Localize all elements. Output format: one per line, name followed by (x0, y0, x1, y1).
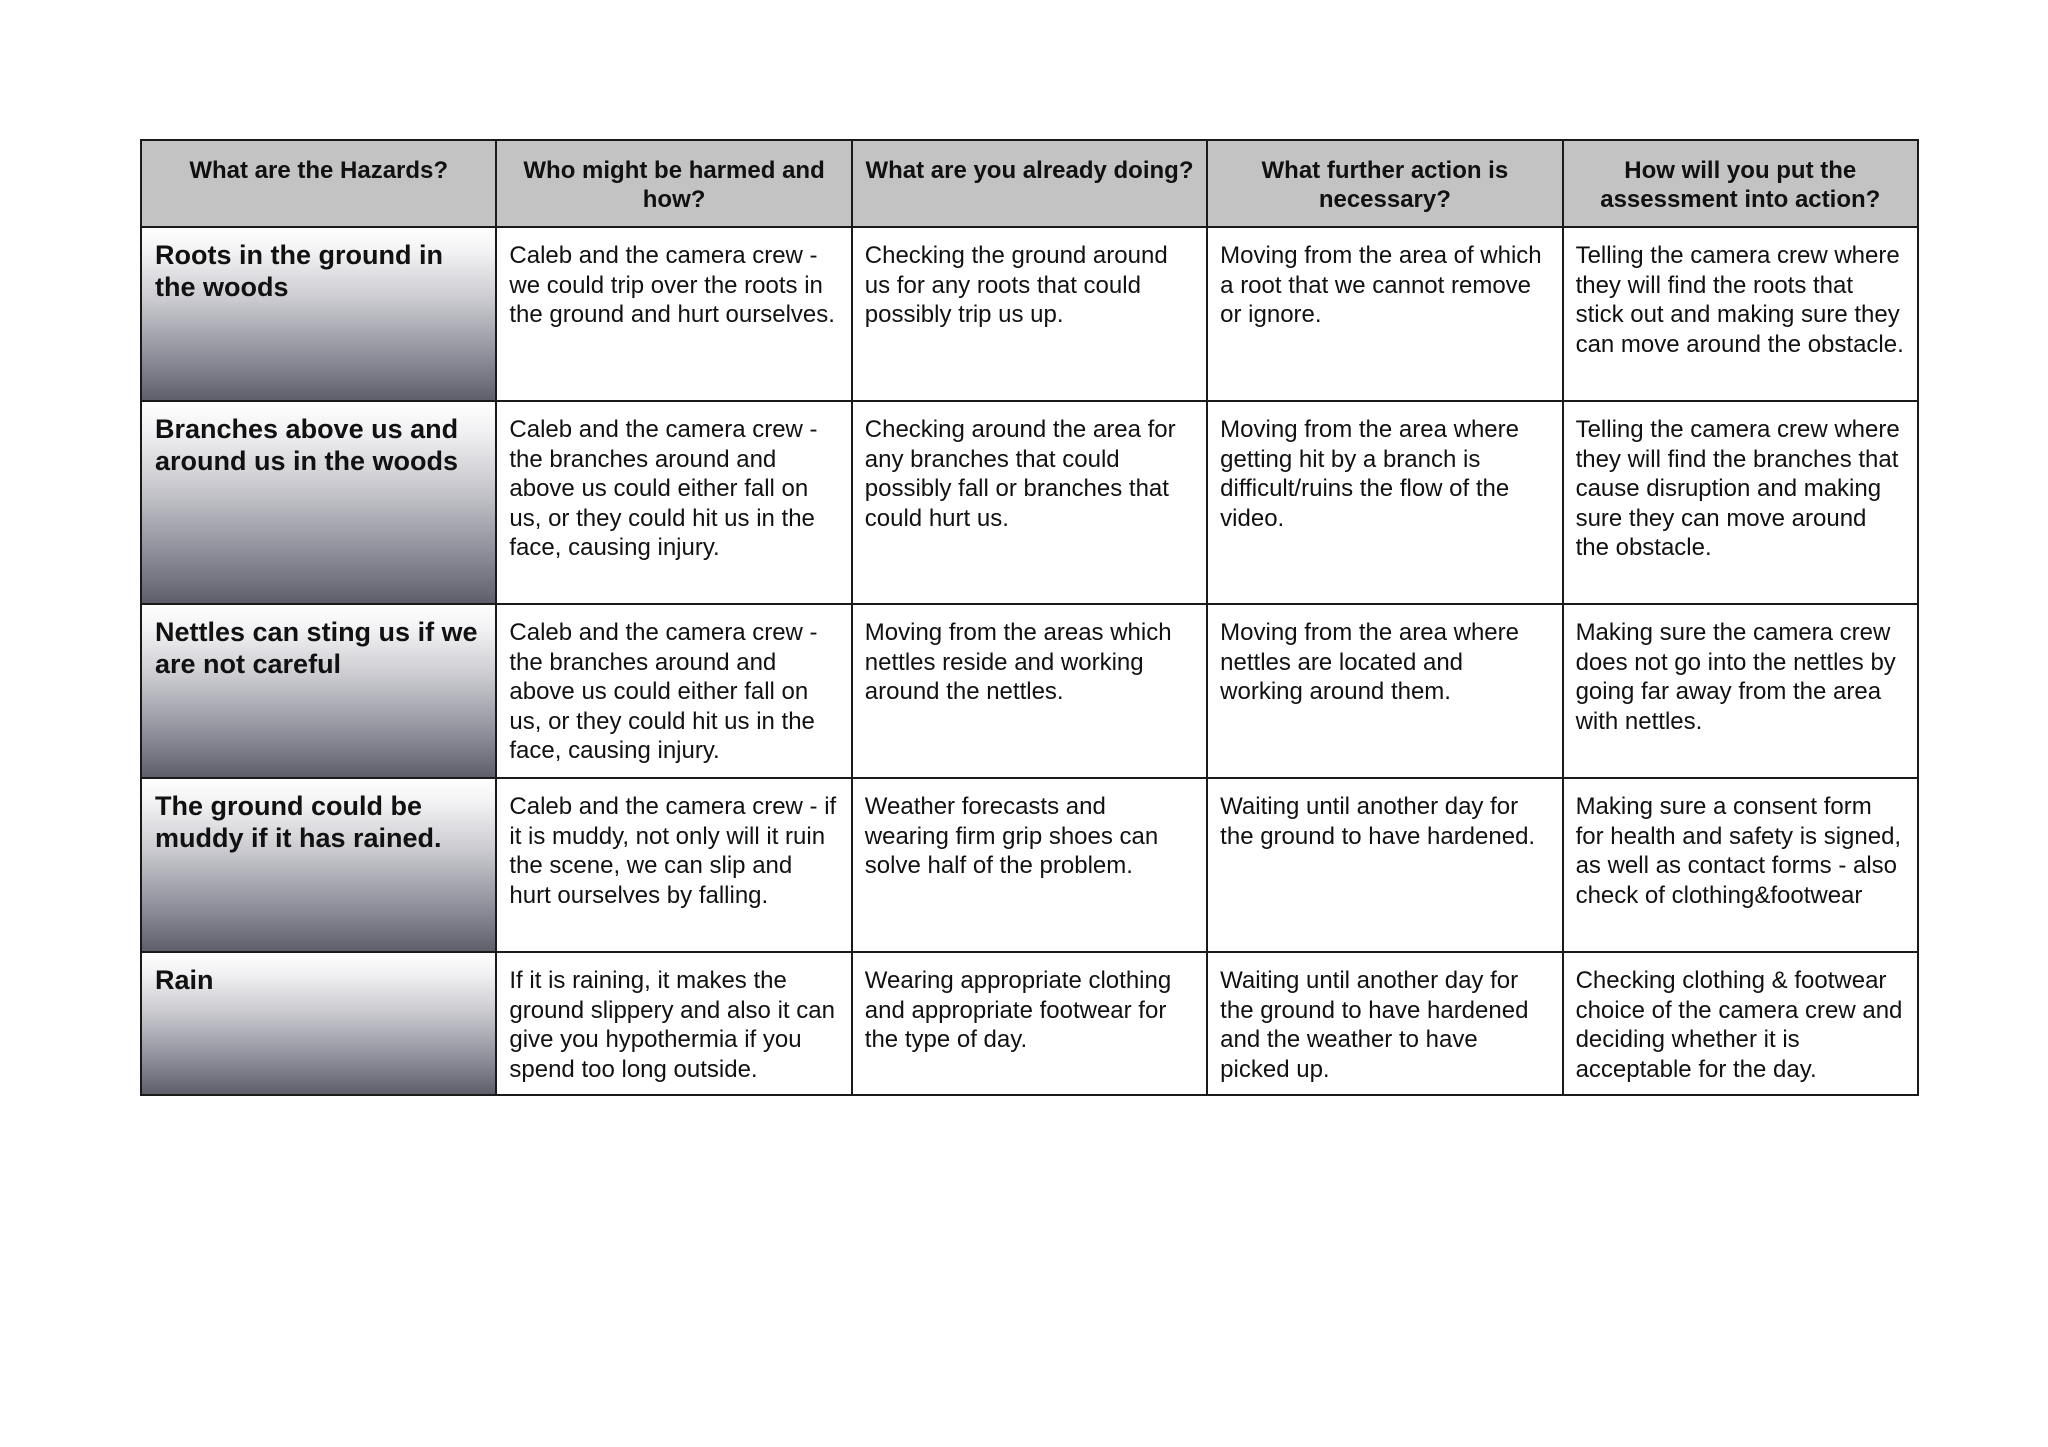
who-harmed-cell: Caleb and the camera crew - if it is muddy, not only will it ruin the scene, we can slip and hurt ourselves by falling. (496, 778, 851, 952)
further-action-cell: Waiting until another day for the ground to have hardened. (1207, 778, 1562, 952)
put-into-action-cell: Making sure a consent form for health and safety is signed, as well as contact forms - also check of clothing&footwear (1563, 778, 1918, 952)
table-row (141, 401, 1918, 604)
who-harmed-cell: Caleb and the camera crew - the branches around and above us could either fall on us, or they could hit us in the face, causing injury. (496, 401, 851, 604)
further-action-cell: Moving from the area where nettles are located and working around them. (1207, 604, 1562, 778)
table-row (141, 604, 1918, 778)
already-doing-cell: Weather forecasts and wearing firm grip shoes can solve half of the problem. (852, 778, 1207, 952)
put-into-action-cell: Telling the camera crew where they will find the branches that cause disruption and making sure they can move around the obstacle. (1563, 401, 1918, 604)
table-row (141, 952, 1918, 1095)
table-row (141, 778, 1918, 952)
header-further-action: What further action is necessary? (1207, 140, 1562, 227)
header-put-into-action: How will you put the assessment into action? (1563, 140, 1918, 227)
risk-assessment-table (140, 139, 1919, 1096)
header-row (141, 140, 1918, 227)
already-doing-cell: Wearing appropriate clothing and appropriate footwear for the type of day. (852, 952, 1207, 1095)
who-harmed-cell: Caleb and the camera crew - we could trip over the roots in the ground and hurt ourselves. (496, 227, 851, 401)
header-who-harmed: Who might be harmed and how? (496, 140, 851, 227)
put-into-action-cell: Checking clothing & footwear choice of the camera crew and deciding whether it is acceptable for the day. (1563, 952, 1918, 1095)
already-doing-cell: Checking around the area for any branches that could possibly fall or branches that could hurt us. (852, 401, 1207, 604)
hazard-cell: Rain (141, 952, 496, 1095)
who-harmed-cell: Caleb and the camera crew - the branches around and above us could either fall on us, or they could hit us in the face, causing injury. (496, 604, 851, 778)
hazard-cell: Nettles can sting us if we are not careful (141, 604, 496, 778)
hazard-cell: Roots in the ground in the woods (141, 227, 496, 401)
who-harmed-cell: If it is raining, it makes the ground slippery and also it can give you hypothermia if you spend too long outside. (496, 952, 851, 1095)
already-doing-cell: Moving from the areas which nettles reside and working around the nettles. (852, 604, 1207, 778)
hazard-cell: Branches above us and around us in the woods (141, 401, 496, 604)
further-action-cell: Moving from the area where getting hit by a branch is difficult/ruins the flow of the video. (1207, 401, 1562, 604)
further-action-cell: Waiting until another day for the ground to have hardened and the weather to have picked up. (1207, 952, 1562, 1095)
further-action-cell: Moving from the area of which a root that we cannot remove or ignore. (1207, 227, 1562, 401)
header-already-doing: What are you already doing? (852, 140, 1207, 227)
table-body (141, 227, 1918, 1095)
put-into-action-cell: Telling the camera crew where they will find the roots that stick out and making sure they can move around the obstacle. (1563, 227, 1918, 401)
already-doing-cell: Checking the ground around us for any roots that could possibly trip us up. (852, 227, 1207, 401)
table-row (141, 227, 1918, 401)
put-into-action-cell: Making sure the camera crew does not go into the nettles by going far away from the area with nettles. (1563, 604, 1918, 778)
hazard-cell: The ground could be muddy if it has rained. (141, 778, 496, 952)
header-hazards: What are the Hazards? (141, 140, 496, 227)
table-header (141, 140, 1918, 227)
